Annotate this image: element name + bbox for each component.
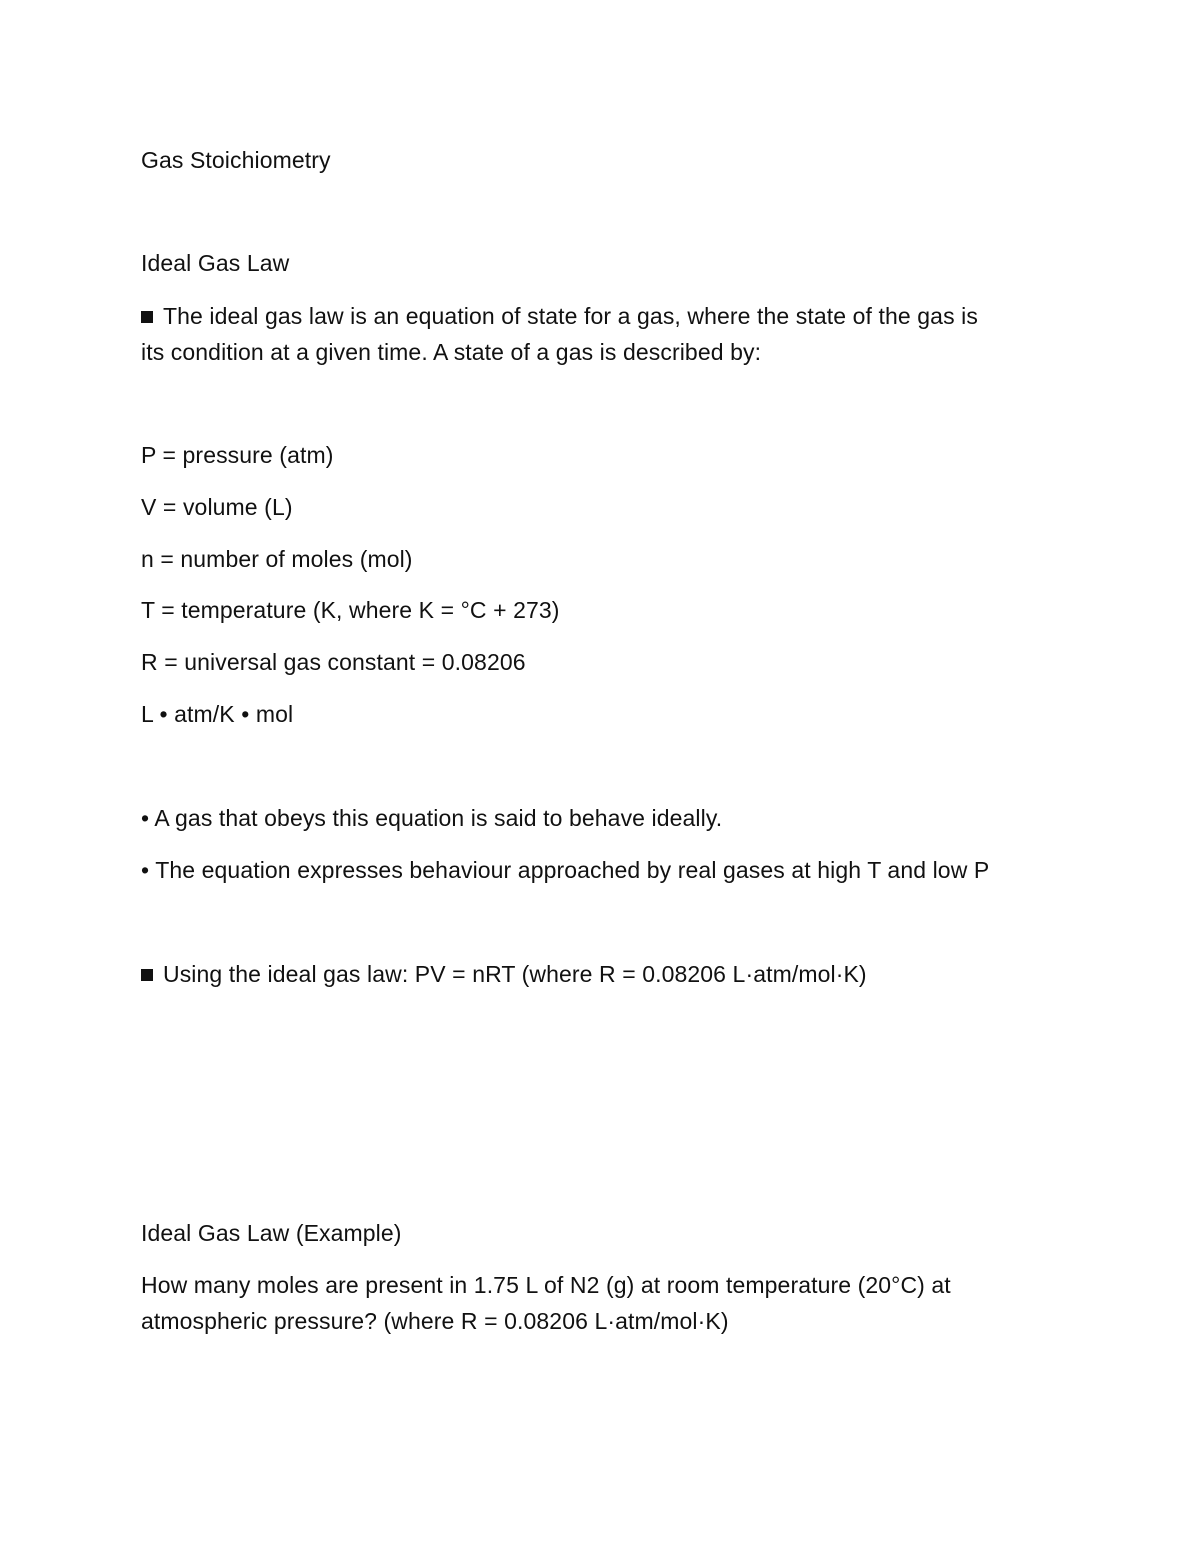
- using-ideal-gas-law-line: [141, 956, 867, 992]
- variable-moles: n = number of moles (mol): [141, 546, 413, 572]
- bullet-real-gases: • The equation expresses behaviour approached by real gases at high T and low P: [141, 857, 990, 883]
- document-title: Gas Stoichiometry: [141, 147, 331, 173]
- section-heading-ideal-gas-law: Ideal Gas Law: [141, 250, 290, 276]
- intro-text-1: The ideal gas law is an equation of state for a gas, where the state of the gas is: [163, 303, 978, 329]
- intro-paragraph-line-2: its condition at a given time. A state of a gas is described by:: [141, 339, 762, 365]
- variable-pressure: P = pressure (atm): [141, 442, 334, 468]
- variable-volume: V = volume (L): [141, 494, 293, 520]
- square-bullet-icon: [141, 969, 153, 981]
- square-bullet-icon: [141, 311, 153, 323]
- variable-gas-constant: R = universal gas constant = 0.08206: [141, 649, 526, 675]
- section-heading-example: Ideal Gas Law (Example): [141, 1220, 402, 1246]
- using-ideal-gas-law-text: Using the ideal gas law: PV = nRT (where R = 0.08206 L·atm/mol·K): [163, 961, 867, 987]
- variable-temperature: T = temperature (K, where K = °C + 273): [141, 597, 560, 623]
- variable-gas-constant-units: L • atm/K • mol: [141, 701, 294, 727]
- example-question-line-2: atmospheric pressure? (where R = 0.08206 L·atm/mol·K): [141, 1308, 729, 1334]
- example-question-line-1: How many moles are present in 1.75 L of N2 (g) at room temperature (20°C) at: [141, 1272, 951, 1298]
- bullet-behave-ideally: • A gas that obeys this equation is said to behave ideally.: [141, 805, 723, 831]
- intro-paragraph-line-1: [141, 298, 978, 334]
